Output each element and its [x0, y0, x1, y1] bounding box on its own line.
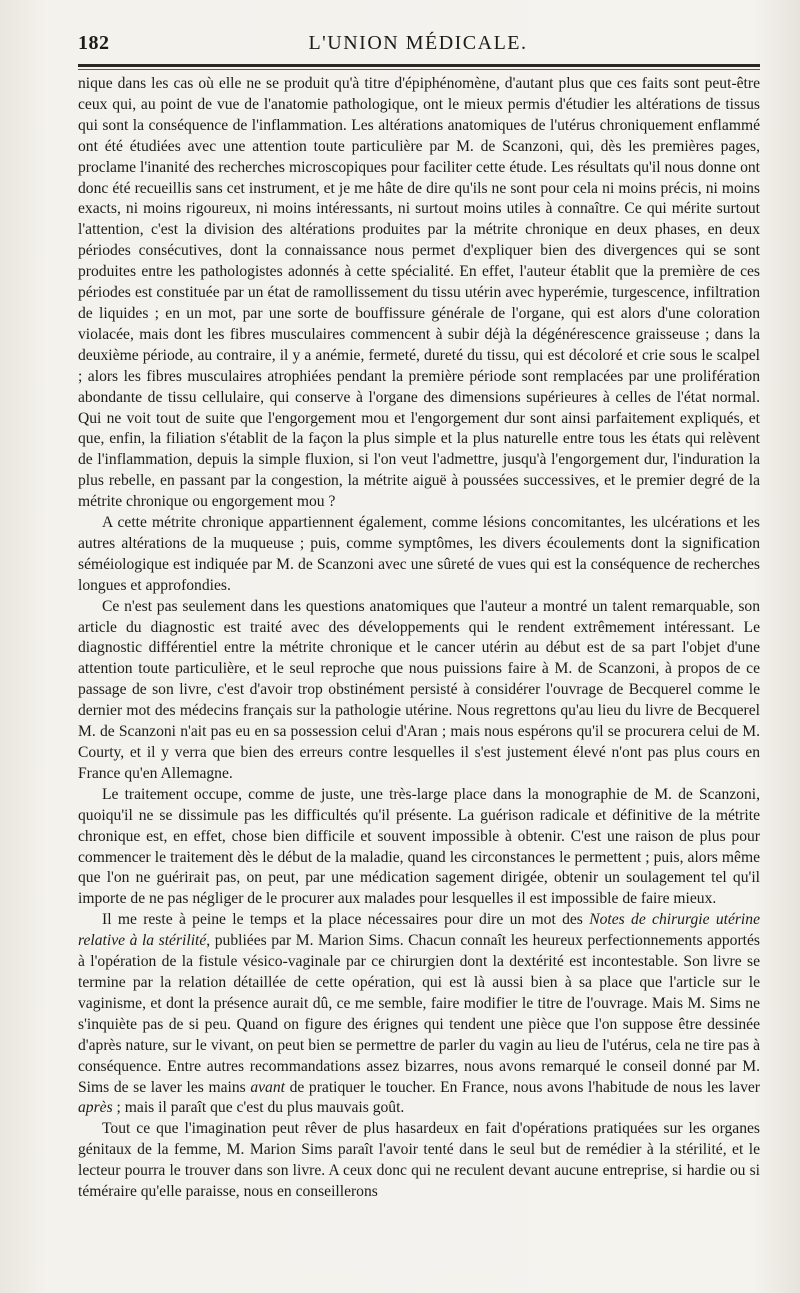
running-title: L'UNION MÉDICALE. [308, 32, 528, 54]
italic-apres: après [78, 1099, 113, 1117]
paragraph-sterility: Tout ce que l'imagination peut rêver de plus hasardeux en fait d'opérations pratiquées sur les organes génitaux de la femme, M. Marion Sims paraît l'avoir tenté dans le seul but de remédier à la stérilité, et le lecteur pourra le trouver dans son livre. A ceux donc qui ne reculent devant aucune entreprise, si hardie ou si téméraire qu'elle paraisse, nous en conseillerons [78, 1120, 760, 1201]
paragraph-anatomy: nique dans les cas où elle ne se produit qu'à titre d'épiphénomène, d'autant plus que ces faits sont peut-être ceux qui, au point de vue de l'anatomie pathologique, ont le mieux permis d'étudier les altérations de tissus qui sont la conséquence de l'inflammation. Les altérations anatomiques de l'utérus chroniquement enflammé ont été étudiées avec une attention toute particulière par M. de Scanzoni, qui, dès les premières pages, proclame l'inanité des recherches microscopiques pour faciliter cette étude. Les résultats qu'il nous donne ont donc été recueillis sans cet instrument, et je me hâte de dire qu'ils ne sont pour cela ni moins précis, ni moins exacts, ni moins rigoureux, ni moins intéressants, ni surtout moins utiles à connaître. Ce qui mérite surtout l'attention, c'est la division des altérations produites par la métrite chronique en deux phases, en deux périodes consécutives, dont la connaissance nous permet d'expliquer bien des divergences qui se sont produites entre les pathologistes adonnés à cette spécialité. En effet, l'auteur établit que la première de ces périodes est constituée par un état de ramollissement du tissu utérin avec hyperémie, turgescence, infiltration de liquides ; en un mot, par une sorte de bouffissure générale de l'organe, qui est alors d'une coloration violacée, mais dont les fibres musculaires commencent à subir déjà la dégénérescence graisseuse ; dans la deuxième période, au contraire, il y a anémie, fermeté, dureté du tissu, qui est décoloré et crie sous le scalpel ; alors les fibres musculaires atrophiées pendant la première période sont remplacées par une prolifération abondante de tissu cellulaire, qui conserve à l'organe des dimensions supérieures à celles de l'état normal. Qui ne voit tout de suite que l'engorgement mou et l'engorgement dur sont ainsi parfaitement expliqués, et que, enfin, la filiation s'établit de la façon la plus simple et la plus naturelle entre tous les états qui relèvent de l'inflammation, depuis la simple fluxion, si l'on veut l'admettre, jusqu'à l'engorgement dur, l'induration la plus rebelle, en passant par la congestion, la métrite aiguë à poussées successives, et le premier degré de la métrite chronique ou engorgement mou ? [78, 75, 760, 511]
page-header [78, 30, 758, 60]
book-title-italic: Notes de chirurgie utérine relative à la stérilité [78, 911, 760, 950]
header-rule [78, 64, 760, 67]
sims-text-middle: de pratiquer le toucher. En France, nous avons l'habitude de nous les laver [284, 1078, 760, 1096]
sims-text-before: Il me reste à peine le temps et la place nécessaires pour dire un mot des [102, 911, 590, 929]
page-number: 182 [78, 32, 110, 54]
sims-text-after: , publiées par M. Marion Sims. Chacun connaît les heureux perfectionnements apportés à l'opération de la fistule vésico-vaginale par ce chirurgien dont la dextérité est incontestable. Son livre se termine par la relation détaillée de cette opération, qui est là aussi bien à sa place que l'article sur le vaginisme, et dont la présence aurait dû, ce me semble, faire modifier le titre de l'ouvrage. Mais M. Sims ne s'inquiète pas de si peu. Quand on figure des érignes qui tendent une pièce que l'on suppose être dessinée d'après nature, sur le vivant, on peut bien se permettre de parler du vagin au lieu de l'utérus, cela ne tire pas à conséquence. Entre autres recommandations assez bizarres, nous avons remarqué le conseil donné par M. Sims de se laver les mains [78, 932, 760, 1096]
article-body [78, 74, 760, 1274]
paragraph-sims [78, 910, 760, 1119]
paragraph-diagnosis: Ce n'est pas seulement dans les questions anatomiques que l'auteur a montré un talent remarquable, son article du diagnostic est traité avec des développements qui le rendent extrêmement intéressant. Le diagnostic différentiel entre la métrite chronique et le cancer utérin au début est de sa part l'objet d'une attention toute particulière, et le seul reproche que nous puissions faire à M. de Scanzoni, à propos de ce passage de son livre, c'est d'avoir trop obstinément persisté à considérer l'ouvrage de Becquerel comme le dernier mot des médecins français sur la pathologie utérine. Nous regrettons qu'au lieu du livre de Becquerel M. de Scanzoni n'ait pas eu en sa possession celui d'Aran ; mais nous espérons qu'il se procurera celui de M. Courty, et il y verra que bien des erreurs contre lesquelles il s'est justement élevé n'ont pas plus cours en France qu'en Allemagne. [78, 597, 760, 782]
header-rule-thin [78, 69, 760, 70]
paragraph-chronic-metritis: A cette métrite chronique appartiennent également, comme lésions concomitantes, les ulcérations et les autres altérations de la muqueuse ; puis, comme symptômes, les divers écoulements dont la signification séméiologique est indiquée par M. de Scanzoni avec une sûreté de vues qui est la conséquence de recherches longues et approfondies. [78, 514, 760, 594]
paragraph-treatment: Le traitement occupe, comme de juste, une très-large place dans la monographie de M. de Scanzoni, quoiqu'il ne se dissimule pas les difficultés qu'il présente. La guérison radicale et définitive de la métrite chronique est, en effet, chose bien difficile et souvent impossible à obtenir. C'est une raison de plus pour commencer le traitement dès le début de la maladie, quand les circonstances le permettent ; puis, alors même que l'on ne guérirait pas, on peut, par une médication sagement dirigée, obtenir un soulagement tel qu'il importe de ne pas négliger de le procurer aux malades pour lesquelles il est impossible de faire mieux. [78, 785, 760, 908]
sims-text-end: ; mais il paraît que c'est du plus mauvais goût. [112, 1099, 405, 1117]
italic-avant: avant [250, 1078, 285, 1096]
